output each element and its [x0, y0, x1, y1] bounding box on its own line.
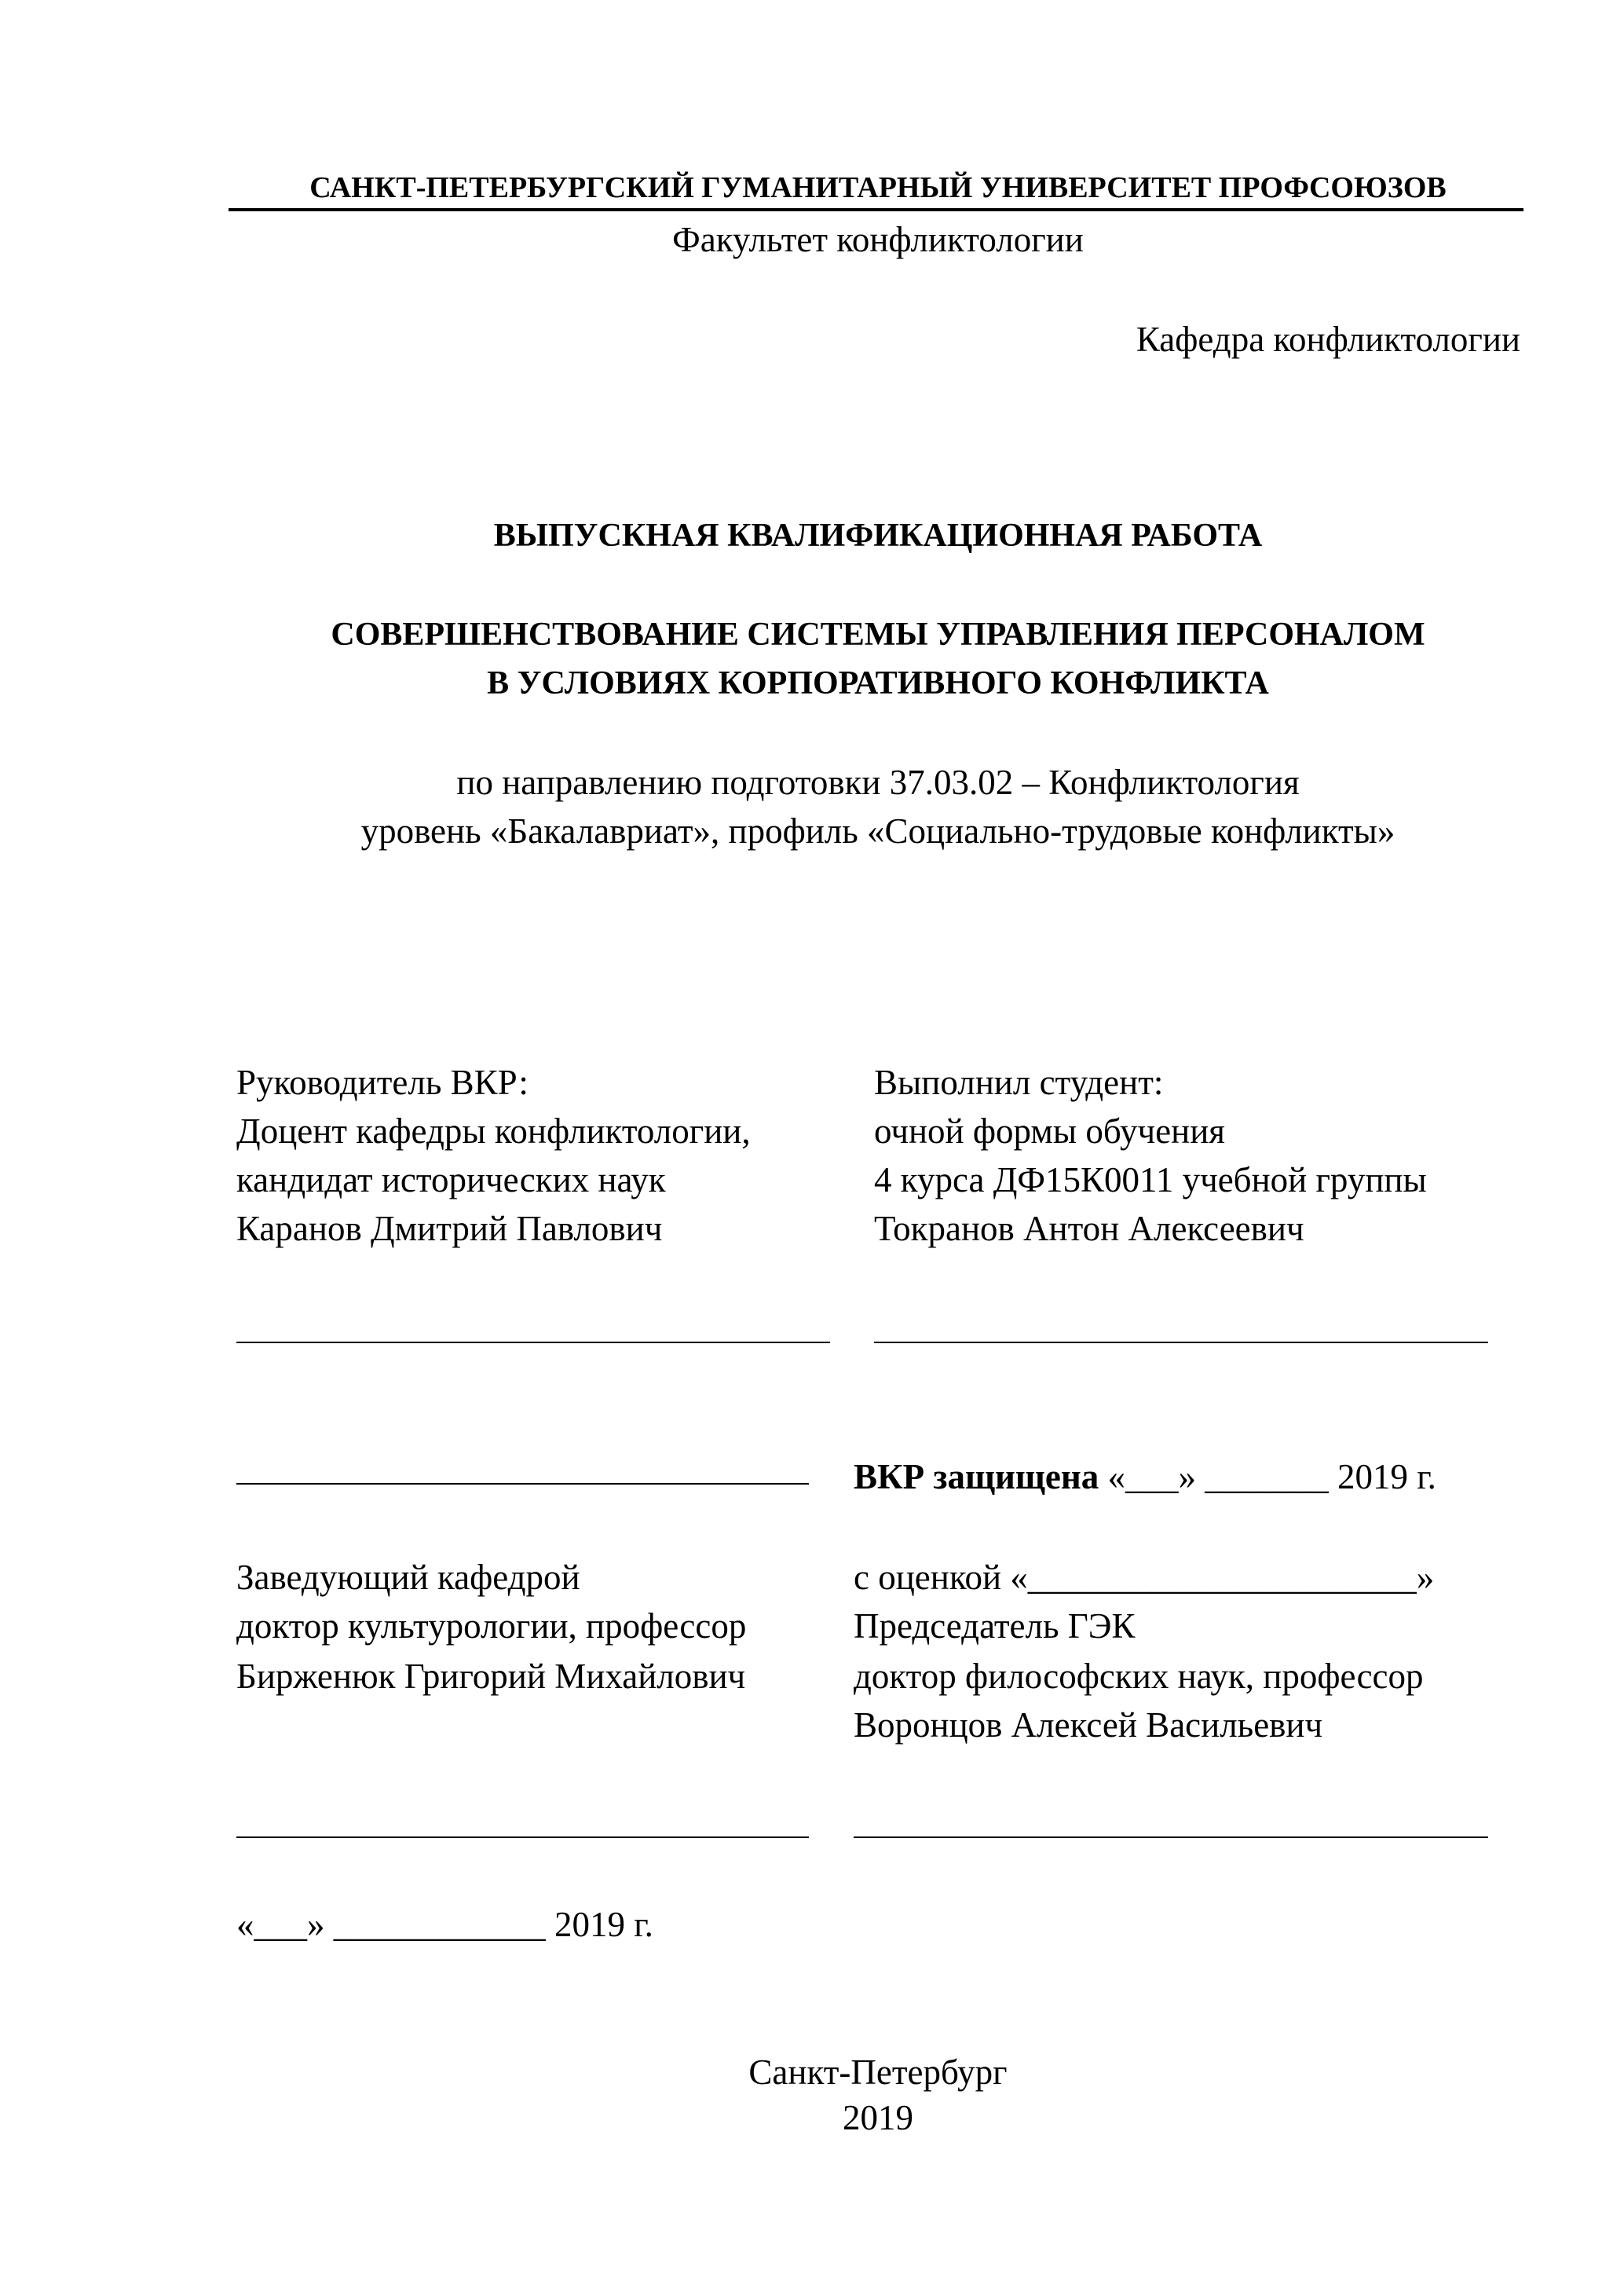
year: 2019 [843, 2098, 913, 2137]
student-label: Выполнил студент: [874, 1063, 1164, 1102]
chair-signature-line [854, 1836, 1488, 1838]
department-name: Кафедра конфликтологии [1136, 320, 1520, 359]
faculty-name: Факультет конфликтологии [672, 220, 1084, 259]
direction-line-2: уровень «Бакалавриат», профиль «Социально-трудовые конфликты» [360, 811, 1395, 851]
defense-date: «___» _______ 2019 г. [1107, 1457, 1436, 1496]
student-form: очной формы обучения [874, 1111, 1225, 1151]
defense-label: ВКР защищена [854, 1457, 1099, 1496]
topic-line-1: СОВЕРШЕНСТВОВАНИЕ СИСТЕМЫ УПРАВЛЕНИЯ ПЕРСОНАЛОМ [331, 617, 1425, 653]
header-rule [229, 208, 1523, 211]
chair-label: Председатель ГЭК [854, 1606, 1136, 1646]
defense-line [854, 1457, 1436, 1496]
head-signature-line [236, 1483, 809, 1485]
chair-name: Воронцов Алексей Васильевич [854, 1705, 1323, 1745]
supervisor-degree: кандидат исторических наук [236, 1160, 666, 1199]
defense-grade: с оценкой «______________________» [854, 1558, 1435, 1597]
direction-line-1: по направлению подготовки 37.03.02 – Конфликтология [456, 763, 1300, 802]
work-type: ВЫПУСКНАЯ КВАЛИФИКАЦИОННАЯ РАБОТА [493, 518, 1263, 554]
head-signature-line-2 [236, 1836, 809, 1838]
supervisor-position: Доцент кафедры конфликтологии, [236, 1111, 751, 1151]
head-label: Заведующий кафедрой [236, 1558, 580, 1597]
university-name: САНКТ-ПЕТЕРБУРГСКИЙ ГУМАНИТАРНЫЙ УНИВЕРСИТЕТ ПРОФСОЮЗОВ [309, 171, 1447, 204]
student-name: Токранов Антон Алексеевич [874, 1209, 1304, 1248]
city: Санкт-Петербург [748, 2052, 1008, 2092]
supervisor-signature-line [236, 1342, 830, 1343]
supervisor-label: Руководитель ВКР: [236, 1063, 529, 1102]
student-group: 4 курса ДФ15К0011 учебной группы [874, 1160, 1427, 1199]
chair-degree: доктор философских наук, профессор [854, 1657, 1424, 1696]
head-degree: доктор культурологии, профессор [236, 1606, 747, 1646]
student-signature-line [874, 1342, 1488, 1343]
supervisor-name: Каранов Дмитрий Павлович [236, 1209, 663, 1248]
head-name: Бирженюк Григорий Михайлович [236, 1657, 746, 1696]
approval-date: «___» ____________ 2019 г. [236, 1905, 653, 1944]
topic-line-2: В УСЛОВИЯХ КОРПОРАТИВНОГО КОНФЛИКТА [487, 665, 1269, 701]
